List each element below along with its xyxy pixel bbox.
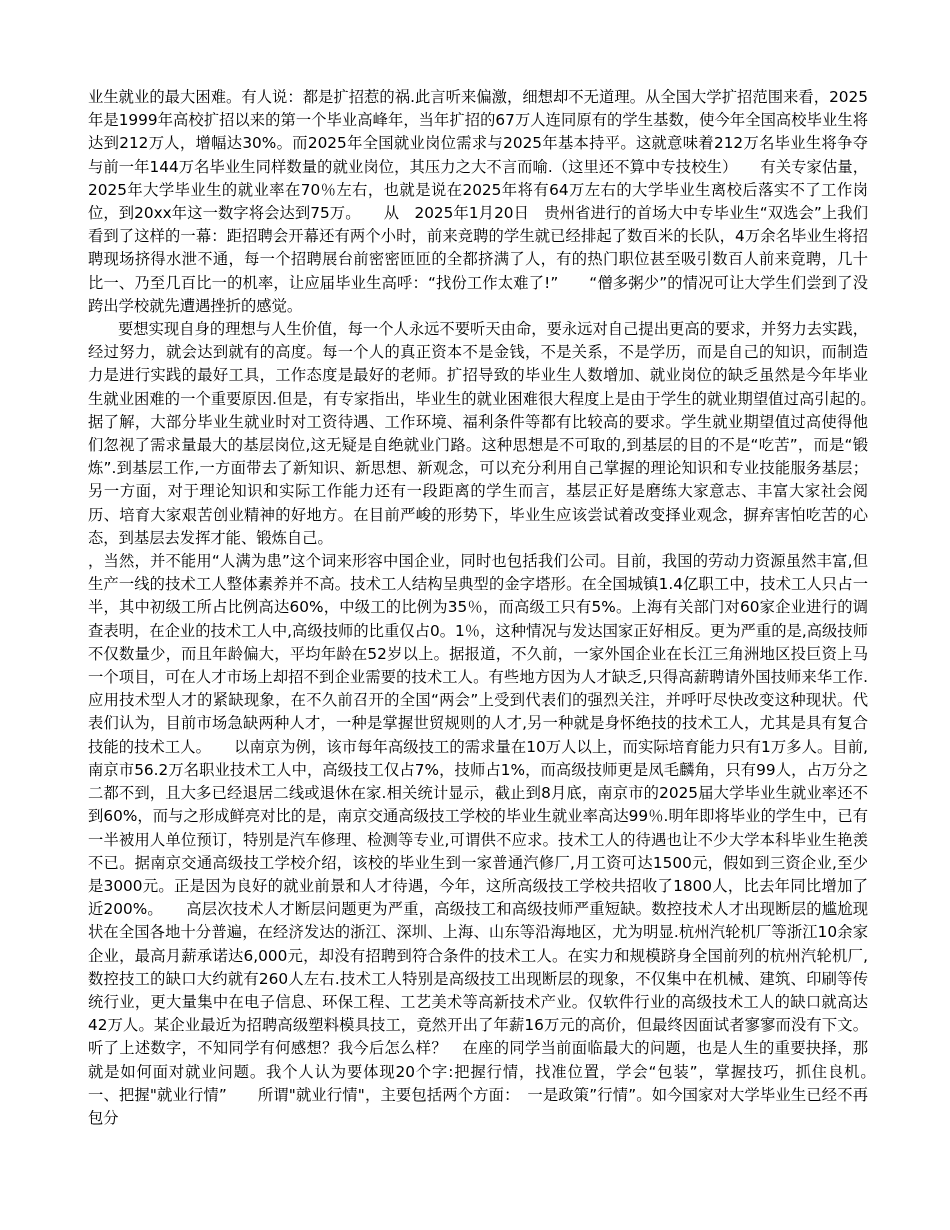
paragraph-employment-pressure: 业生就业的最大困难。有人说：都是扩招惹的祸.此言听来偏激，细想却不无道理。从全国大学扩招范围来看，2025年是1999年高校扩招以来的第一个毕业高峰年，当年扩招的67万人连同原有的学生基数，使今年全国高校毕业生将达到212万人，增幅达30%。而2025年全国就业岗位需求与2025年基本持平。这就意味着212万名毕业生将争夺与前一年144万名毕业生同样数量的就业岗位，其压力之大不言而喻.（这里还不算中专技校生） 有关专家估量，2025年大学毕业生的就业率在70％左右，也就是说在2025年将有64万左右的大学毕业生离校后落实不了工作岗位，到20xx年这一数字将会达到75万。 从 2025年1月20日 贵州省进行的首场大中专毕业生“双选会”上我们看到了这样的一幕：距招聘会开幕还有两个小时，前来竞聘的学生就已经排起了数百米的长队，4万余名毕业生将招聘现场挤得水泄不通，每一个招聘展台前密密匝匝的全都挤满了人，有的热门职位甚至吸引数百人前来竟聘，几十比一、乃至几百比一的机率，让应届毕业生高呼：“找份工作太难了!” “僧多粥少”的情况可让大学生们尝到了没跨出学校就先遭遇挫折的感觉。 [88, 88, 868, 315]
paragraph-skilled-workers: ，当然，并不能用“人满为患”这个词来形容中国企业，同时也包括我们公司。目前，我国的劳动力资源虽然丰富,但生产一线的技术工人整体素养并不高。技术工人结构呈典型的金字塔形。在全国城镇1.4亿职工中，技术工人只占一半，其中初级工所占比例高达60%，中级工的比例为35％，而高级工只有5%。上海有关部门对60家企业进行的调查表明，在企业的技术工人中,高级技师的比重仅占0。1％，这种情况与发达国家正好相反。更为严重的是,高级技师不仅数量少，而且年龄偏大，平均年龄在52岁以上。据报道，不久前，一家外国企业在长江三角洲地区投巨资上马一个项目，可在人才市场上却招不到企业需要的技术工人。有些地方因为人才缺乏,只得高薪聘请外国技师来华工作. 应用技术型人才的紧缺现象，在不久前召开的全国“两会”上受到代表们的强烈关注，并呼吁尽快改变这种现状。代表们认为，目前市场急缺两种人才，一种是掌握世贸规则的人才,另一种就是身怀绝技的技术工人，尤其是具有复合技能的技术工人。 以南京为例，该市每年高级技工的需求量在10万人以上，而实际培育能力只有1万多人。目前,南京市56.2万名职业技术工人中，高级技工仅占7%，技师占1%，而高级技师更是凤毛麟角，只有99人，占万分之二都不到，且大多已经退居二线或退休在家.相关统计显示，截止到8月底，南京市的2025届大学毕业生就业率还不到60%，而与之形成鲜亮对比的是，南京交通高级技工学校的毕业生就业率高达99％.明年即将毕业的学生中，已有一半被用人单位预订，特别是汽车修理、检测等专业,可谓供不应求。技术工人的待遇也让不少大学本科毕业生艳羡不已。据南京交通高级技工学校介绍，该校的毕业生到一家普通汽修厂,月工资可达1500元，假如到三资企业,至少是3000元。正是因为良好的就业前景和人才待遇，今年，这所高级技工学校共招收了1800人，比去年同比增加了近200%。 高层次技术人才断层问题更为严重，高级技工和高级技师严重短缺。数控技术人才出现断层的尴尬现状在全国各地十分普遍，在经济发达的浙江、深圳、上海、山东等沿海地区，尤为明显.杭州汽轮机厂等浙江10余家企业，最高月薪承诺达6,000元，却没有招聘到符合条件的技术工人。在实力和规模跻身全国前列的杭州汽轮机厂,数控技工的缺口大约就有260人左右.技术工人特别是高级技工出现断层的现象，不仅集中在机械、建筑、印刷等传统行业，更大量集中在电子信息、环保工程、工艺美术等高新技术产业。仅软件行业的高级技术工人的缺口就高达42万人。某企业最近为招聘高级塑料模具技工，竟然开出了年薪16万元的高价，但最终因面试者寥寥而没有下文。听了上述数字，不知同学有何感想？我今后怎么样？ 在座的同学当前面临最大的问题，也是人生的重要抉择，那就是如何面对就业问题。我个人认为要体现20个字:把握行情，找准位置，学会“包装”，掌握技巧，抓住良机。 一、把握"就业行情” 所谓"就业行情"，主要包括两个方面： 一是政策”行情”。如今国家对大学毕业生已经不再包分 [88, 552, 899, 1127]
document-page [88, 86, 899, 1130]
paragraph-career-expectations: 要想实现自身的理想与人生价值，每一个人永远不要听天由命，要永远对自己提出更高的要求，并努力去实践，经过努力，就会达到就有的高度。每一个人的真正资本不是金钱，不是关系，不是学历，而是自己的知识，而制造力是进行实践的最好工具，工作态度是最好的老师。扩招导致的毕业生人数增加、就业岗位的缺乏虽然是今年毕业生就业困难的一个重要原因.但是，有专家指出，毕业生的就业困难很大程度上是由于学生的就业期望值过高引起的。 据了解，大部分毕业生就业时对工资待遇、工作环境、福利条件等都有比较高的要求。学生就业期望值过高使得他们忽视了需求量最大的基层岗位,这无疑是自绝就业门路。这种思想是不可取的,到基层的目的不是“吃苦”，而是“锻炼”.到基层工作,一方面带去了新知识、新思想、新观念，可以充分利用自己掌握的理论知识和专业技能服务基层；另一方面，对于理论知识和实际工作能力还有一段距离的学生而言，基层正好是磨练大家意志、丰富大家社会阅历、培育大家艰苦创业精神的好地方。在目前严峻的形势下，毕业生应该尝试着改变择业观念，摒弃害怕吃苦的心态，到基层去发挥才能、锻炼自己。 [88, 320, 899, 547]
